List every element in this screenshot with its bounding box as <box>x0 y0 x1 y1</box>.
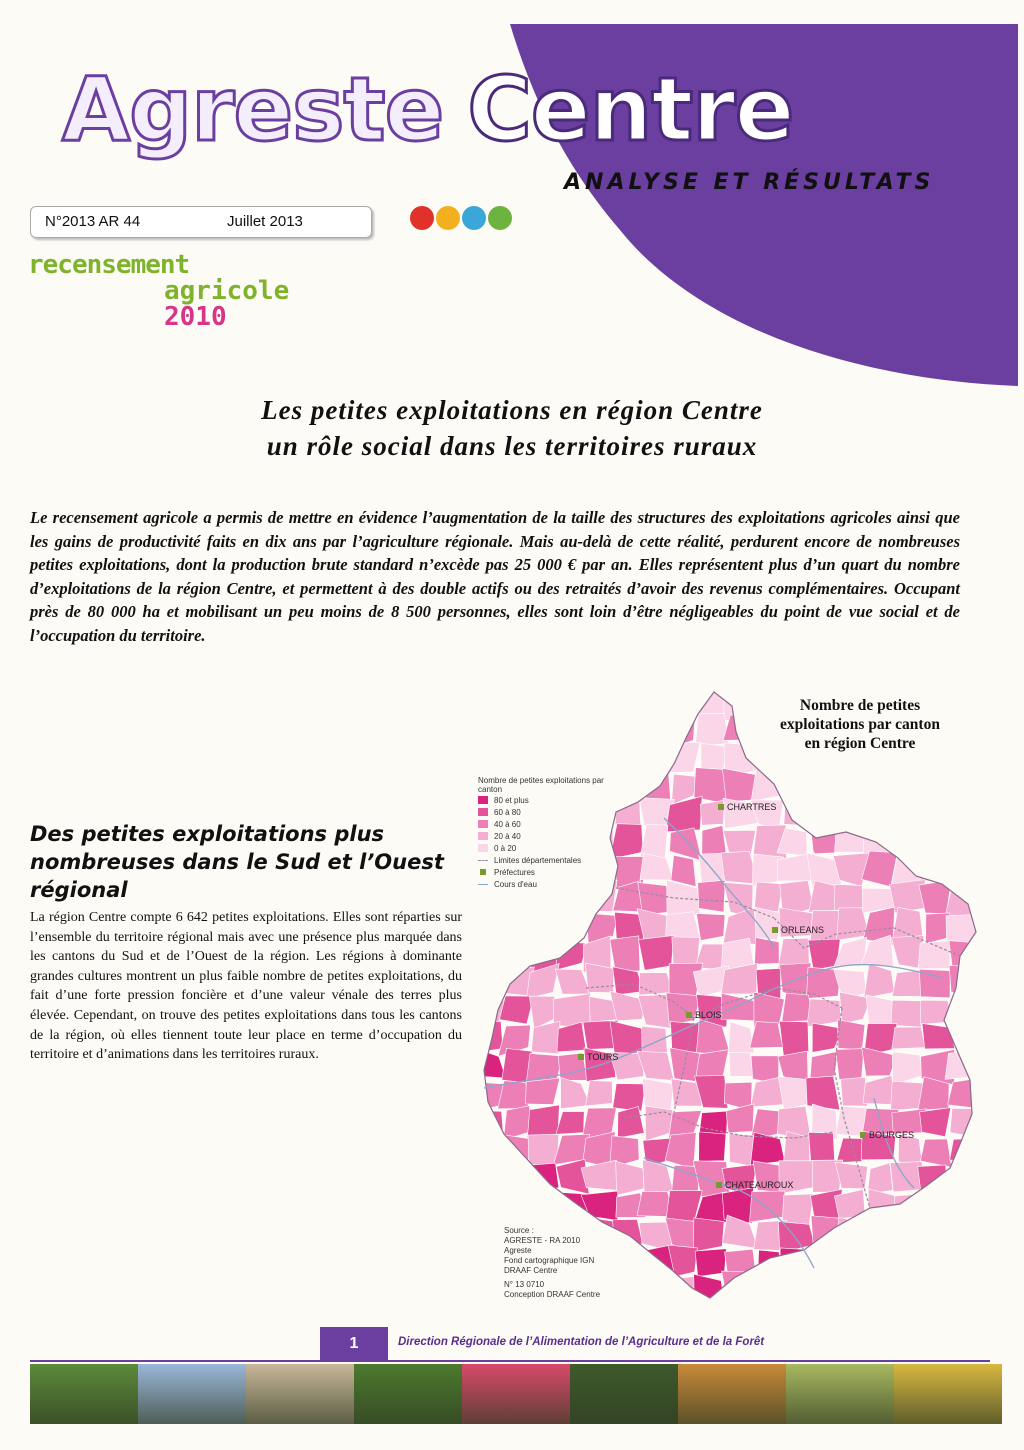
publication-subtitle: ANALYSE ET RÉSULTATS <box>564 170 935 195</box>
yellow-dot <box>436 206 460 230</box>
footer-photo <box>138 1364 246 1424</box>
footer-rule <box>30 1360 990 1362</box>
canton-area <box>834 884 864 910</box>
legend-label: 0 à 20 <box>494 843 517 853</box>
canton-area <box>698 880 725 912</box>
map-title-line-2: exploitations par canton <box>780 716 940 733</box>
footer-photo <box>786 1364 894 1424</box>
recensement-agricole-logo <box>28 252 289 330</box>
map-title-line-3: en région Centre <box>804 735 916 752</box>
legend-class-4 <box>478 842 618 854</box>
page-number: 1 <box>320 1327 388 1361</box>
city-orleans: ORLEANS <box>772 925 824 935</box>
footer-photo <box>462 1364 570 1424</box>
section-heading: Des petites exploitations plus nombreuses dans le Sud et l’Ouest régional <box>30 822 444 902</box>
legend-title: Nombre de petites exploitations par canton <box>478 776 604 794</box>
canton-area <box>891 1000 922 1027</box>
prefecture-marker-icon <box>716 1182 722 1188</box>
legend-label: 40 à 60 <box>494 819 521 829</box>
canton-area <box>585 963 613 993</box>
legend-class-2 <box>478 818 618 830</box>
legend-label: 60 à 80 <box>494 807 521 817</box>
section-body: La région Centre compte 6 642 petites exploitations. Elles sont réparties sur l’ensemble du territoire régional mais avec une présence plus marquée dans les cantons du Sud et de l’Ouest de la région. Les régions à dominante grandes cultures montrent un plus faible nombre de petites exploitations, du fait d’une forte pression foncière et d’une valeur vénale des terres plus élevée. Cependant, on trouve des petites exploitations dans tous les cantons de la région, où elles tiennent toute leur place en terme d’occupation du territoire et d’animations dans les territoires ruraux. <box>30 910 462 1063</box>
legend-class-0 <box>478 794 618 806</box>
city-bourges: BOURGES <box>860 1130 914 1140</box>
title-line-2: un rôle social dans les territoires ruraux <box>266 431 758 461</box>
map-title-line-1: Nombre de petites <box>799 697 921 714</box>
canton-area <box>754 882 783 911</box>
city-blois: BLOIS <box>686 1010 722 1020</box>
canton-area <box>693 1218 724 1252</box>
footer-photo <box>30 1364 138 1424</box>
article-title <box>0 392 1024 464</box>
issue-box <box>30 206 372 238</box>
legend-rivers: Cours d'eau <box>478 878 618 890</box>
canton-area <box>779 1021 808 1056</box>
legend-label: 80 et plus <box>494 795 529 805</box>
logo-line-year: 2010 <box>164 302 227 332</box>
brand-word-agreste: Agreste <box>62 58 444 161</box>
canton-area <box>527 1105 559 1138</box>
prefecture-marker-icon <box>718 804 724 810</box>
issue-date: Juillet 2013 <box>227 213 303 230</box>
canton-area <box>755 937 780 964</box>
canton-area <box>920 1108 951 1137</box>
city-tours: TOURS <box>578 1052 618 1062</box>
footer-photo <box>354 1364 462 1424</box>
red-dot <box>410 206 434 230</box>
canton-area <box>610 936 640 971</box>
footer-photo <box>570 1364 678 1424</box>
legend-class-3 <box>478 830 618 842</box>
footer-photo <box>246 1364 354 1424</box>
green-dot <box>488 206 512 230</box>
canton-area <box>838 1020 865 1050</box>
legend-swatch <box>478 808 488 816</box>
legend-swatch <box>478 832 488 840</box>
prefecture-marker-icon <box>686 1012 692 1018</box>
color-dots <box>410 206 514 235</box>
brand-title <box>62 58 793 161</box>
footer-direction: Direction Régionale de l’Alimentation de l’Agriculture et de la Forêt <box>398 1336 765 1348</box>
map-source: Source : AGRESTE - RA 2010 Agreste Fond cartographique IGN DRAAF Centre N° 13 0710 Conception DRAAF Centre <box>504 1226 601 1299</box>
legend-label: 20 à 40 <box>494 831 521 841</box>
legend-swatch <box>478 796 488 804</box>
canton-area <box>696 913 725 940</box>
footer-photo <box>894 1364 1002 1424</box>
canton-area <box>749 1191 784 1222</box>
legend-swatch <box>478 820 488 828</box>
legend-department-limits: Limites départementales <box>478 854 618 866</box>
canton-area <box>918 941 950 969</box>
city-chartres: CHARTRES <box>718 802 776 812</box>
legend-swatch <box>478 844 488 852</box>
footer-photo-strip <box>30 1364 1002 1424</box>
map-title <box>770 696 950 753</box>
canton-area <box>729 1053 754 1077</box>
prefecture-marker-icon <box>578 1054 584 1060</box>
blue-dot <box>462 206 486 230</box>
canton-area <box>892 1027 925 1049</box>
brand-word-centre: Centre <box>467 58 794 161</box>
issue-number: N°2013 AR 44 <box>45 213 141 230</box>
legend-prefectures: Préfectures <box>478 866 618 878</box>
footer-photo <box>678 1364 786 1424</box>
canton-area <box>586 1081 613 1106</box>
intro-paragraph: Le recensement agricole a permis de mettre en évidence l’augmentation de la taille des structures des exploitations agricoles ainsi que les gains de productivité faits en dix ans par l’agriculture régionale. Mais au-delà de cette réalité, perdurent encore de nombreuses petites exploitations, dont la production brute standard n’excède pas 25 000 € par an. Elles représentent plus d’un quart du nombre d’exploitations de la région Centre, et permettent à des double actifs ou des retraités d’avoir des revenus complémentaires. Occupant près de 80 000 ha et mobilisant un peu moins de 8 500 personnes, elles sont loin d’être négligeables du point de vue social et de l’occupation du territoire. <box>30 508 960 645</box>
canton-area <box>613 1084 646 1112</box>
title-line-1: Les petites exploitations en région Centre <box>261 395 763 425</box>
canton-area <box>528 1134 559 1165</box>
map-legend <box>478 776 618 890</box>
prefecture-marker-icon <box>860 1132 866 1138</box>
legend-class-1 <box>478 806 618 818</box>
logo-line-agricole: agricole <box>164 276 290 306</box>
logo-line-recensement: recensement <box>28 250 190 280</box>
prefecture-marker-icon <box>772 927 778 933</box>
city-chateauroux: CHATEAUROUX <box>716 1180 793 1190</box>
canton-area <box>699 1132 726 1161</box>
